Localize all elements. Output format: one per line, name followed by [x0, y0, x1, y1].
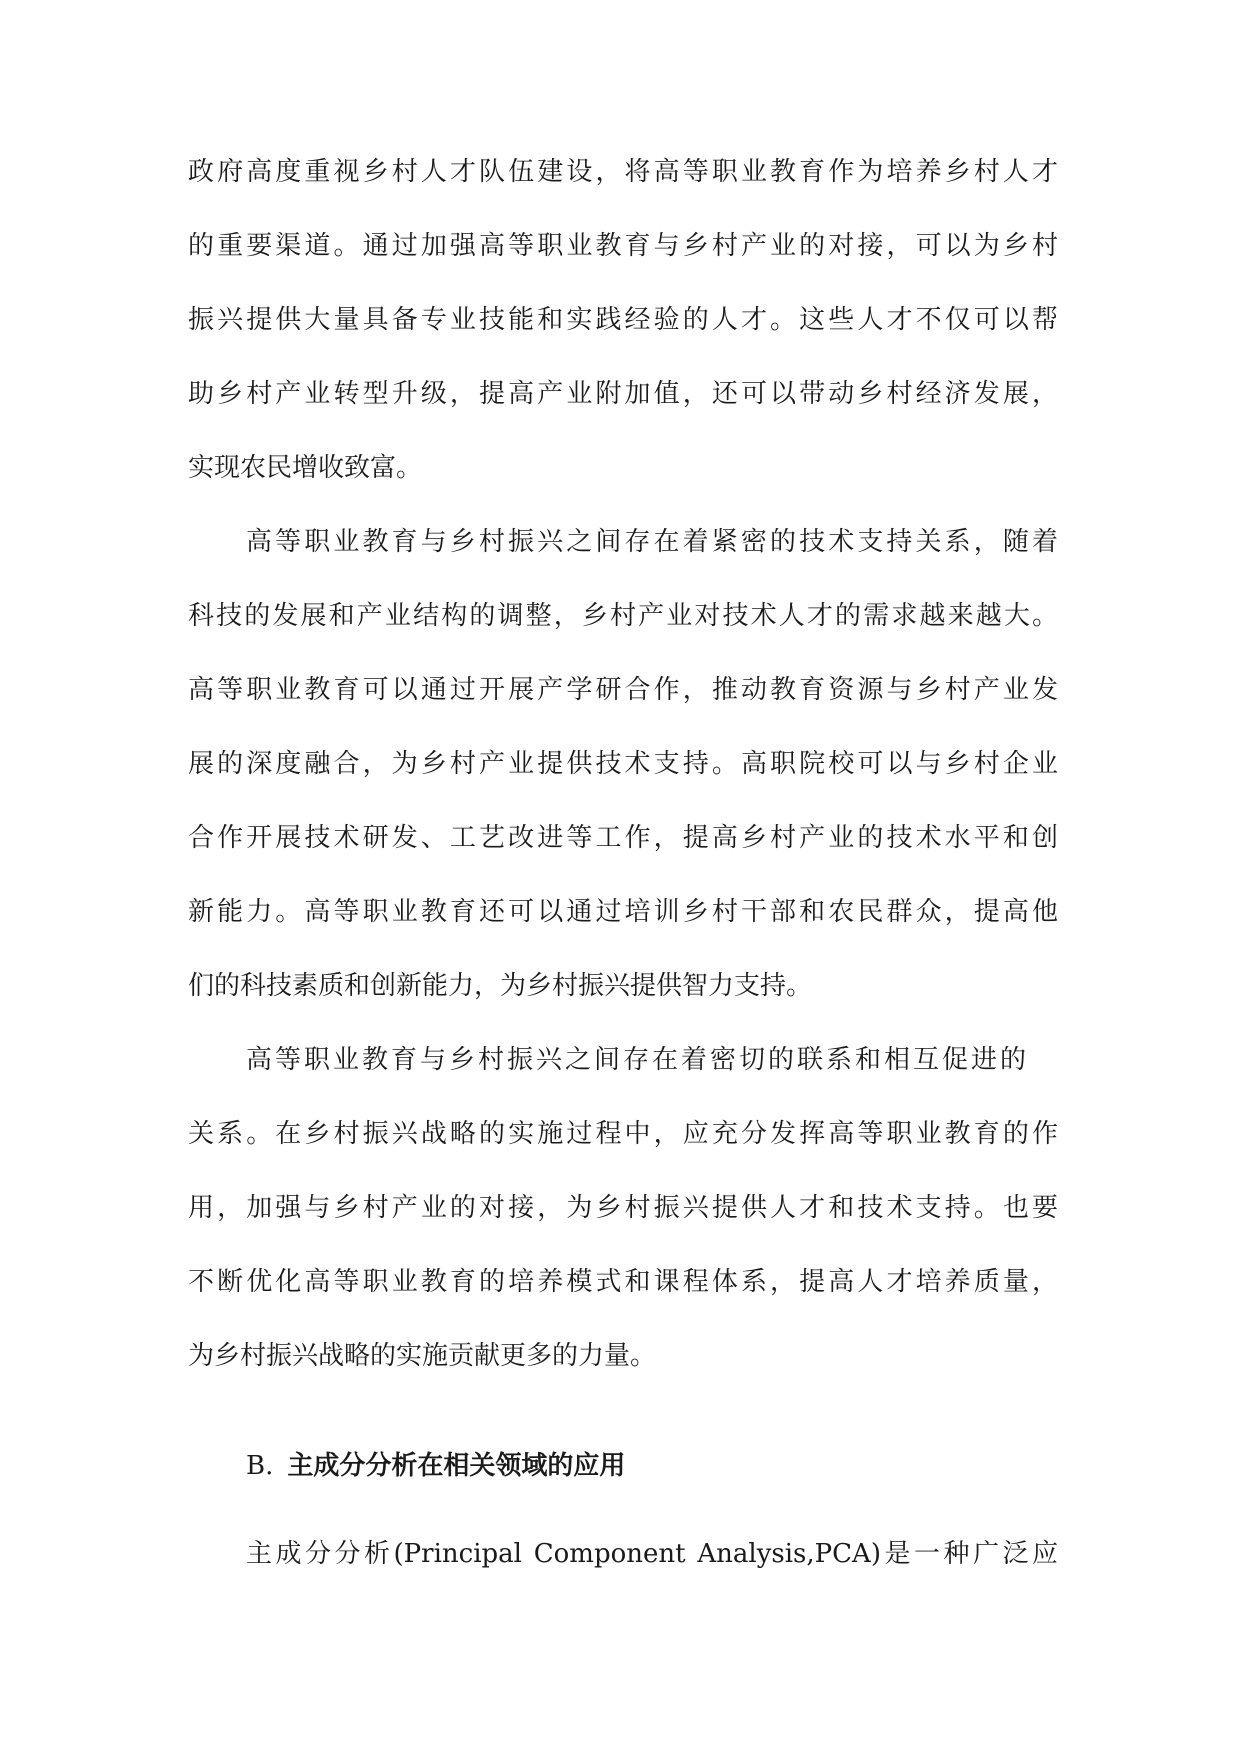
paragraph-2-line-7: 们的科技素质和创新能力，为乡村振兴提供智力支持。 [188, 971, 813, 1001]
paragraph-3-line-3: 用，加强与乡村产业的对接，为乡村振兴提供人才和技术支持。也要 [188, 1193, 1058, 1223]
paragraph-3-line-2: 关系。在乡村振兴战略的实施过程中，应充分发挥高等职业教育的作 [188, 1119, 1058, 1149]
paragraph-3-line-4: 不断优化高等职业教育的培养模式和课程体系，提高人才培养质量， [188, 1267, 1058, 1297]
section-number: B. [246, 1451, 274, 1481]
paragraph-1-line-2: 的重要渠道。通过加强高等职业教育与乡村产业的对接，可以为乡村 [188, 231, 1058, 261]
section-title: 主成分分析在相关领域的应用 [287, 1451, 626, 1481]
paragraph-1-line-1: 政府高度重视乡村人才队伍建设，将高等职业教育作为培养乡村人才 [188, 157, 1058, 187]
paragraph-2-line-2: 科技的发展和产业结构的调整，乡村产业对技术人才的需求越来越大。 [188, 601, 1058, 631]
paragraph-3-line-1: 高等职业教育与乡村振兴之间存在着密切的联系和相互促进的 [246, 1045, 1026, 1075]
paragraph-2-line-6: 新能力。高等职业教育还可以通过培训乡村干部和农民群众，提高他 [188, 897, 1058, 927]
paragraph-3-line-5: 为乡村振兴战略的实施贡献更多的力量。 [188, 1341, 657, 1371]
paragraph-1-line-3: 振兴提供大量具备专业技能和实践经验的人才。这些人才不仅可以帮 [188, 305, 1058, 335]
section-heading [246, 1446, 1046, 1486]
paragraph-2-line-5: 合作开展技术研发、工艺改进等工作，提高乡村产业的技术水平和创 [188, 823, 1058, 853]
paragraph-2-line-1: 高等职业教育与乡村振兴之间存在着紧密的技术支持关系，随着 [246, 527, 1058, 557]
paragraph-4-line-1: 主成分分析(Principal Component Analysis,PCA)是一种广泛应 [246, 1539, 1058, 1569]
paragraph-2-line-3: 高等职业教育可以通过开展产学研合作，推动教育资源与乡村产业发 [188, 675, 1058, 705]
paragraph-1-line-5: 实现农民增收致富。 [188, 453, 423, 483]
paragraph-1-line-4: 助乡村产业转型升级，提高产业附加值，还可以带动乡村经济发展， [188, 379, 1058, 409]
paragraph-2-line-4: 展的深度融合，为乡村产业提供技术支持。高职院校可以与乡村企业 [188, 749, 1058, 779]
